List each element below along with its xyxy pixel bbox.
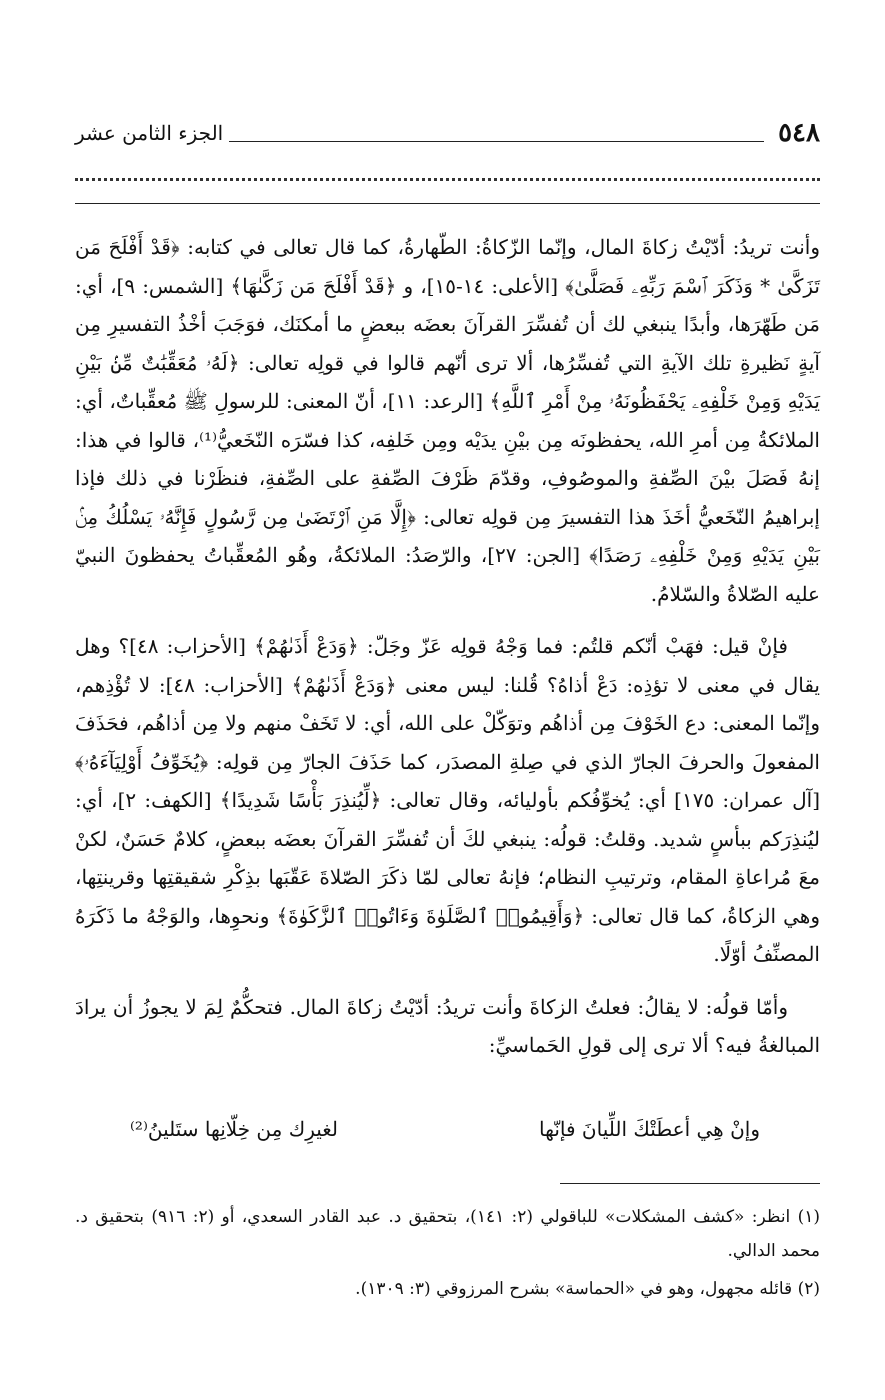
footnote-rule [560, 1183, 820, 1184]
dotted-separator [75, 178, 820, 181]
poem-verse [130, 1110, 760, 1148]
poem-left-hemistich: لغيرِك مِن خِلّانِها ستَلينُ⁽²⁾ [130, 1117, 339, 1141]
main-text [75, 228, 820, 1079]
footnote-2: (٢) قائله مجهول، وهو في «الحماسة» بشرح المرزوقي (٣: ١٣٠٩). [355, 1279, 820, 1299]
page-number: ٥٤٨ [778, 118, 820, 148]
part-title: الجزء الثامن عشر [75, 121, 224, 145]
paragraph-1: وأنت تريدُ: أدّيْتُ زكاةَ المال، وإنّما الزّكاةُ: الطّهارةُ، كما قال تعالى في كتابه: ﴿قَدْ أَفْلَحَ مَن تَزَكَّىٰ * وَذَكَرَ ٱسْمَ رَبِّهِۦ فَصَلَّىٰ﴾ [الأعلى: ١٤-١٥]، و ﴿قَدْ أَفْلَحَ مَن زَكَّىٰهَا﴾ [الشمس: ٩]، أي: مَن طَهّرَها، وأبدًا ينبغي لك أن تُفسِّرَ القرآنَ بعضَه ببعضٍ ما أمكنَك، فوَجَبَ أخْذُ التفسيرِ مِن آيةٍ نَظيرةِ تلك الآيةِ التي تُفسِّرُها، ألا ترى أنّهم قالوا في قولِه تعالى: ﴿لَهُۥ مُعَقِّبَٰتٌ مِّنۢ بَيْنِ يَدَيْهِ وَمِنْ خَلْفِهِۦ يَحْفَظُونَهُۥ مِنْ أَمْرِ ٱللَّهِ﴾ [الرعد: ١١]، أنّ المعنى: للرسولِ ﷺ مُعقِّباتٌ، أي: الملائكةُ مِن أمرِ الله، يحفظونَه مِن بيْنِ يدَيْه ومِن خَلفِه، كذا فسّرَه النّخَعيُّ⁽¹⁾، قالوا في هذا: إنهُ فَصَلَ بيْنَ الصِّفةِ والموصُوفِ، وقدّمَ ظَرْفَ الصِّفةِ على الصِّفةِ، فنظَرْنا في ذلك فإذا إبراهيمُ النّخَعيُّ أخَذَ هذا التفسيرَ مِن قولِه تعالى: ﴿إِلَّا مَنِ ٱرْتَضَىٰ مِن رَّسُولٍ فَإِنَّهُۥ يَسْلُكُ مِنۢ بَيْنِ يَدَيْهِ وَمِنْ خَلْفِهِۦ رَصَدًا﴾ [الجن: ٢٧]، والرّصَدُ: الملائكةُ، وهُو المُعقِّباتُ يحفظونَ النبيّ عليه الصّلاةُ والسّلامُ. [75, 235, 820, 606]
header-rule [229, 141, 764, 142]
footnotes [75, 1200, 820, 1310]
paragraph-3: وأمّا قولُه: لا يقالُ: فعلتُ الزكاةَ وأنت تريدُ: أدّيْتُ زكاةَ المال. فتحكُّمٌ لِمَ لا يجوزُ أن يرادَ المبالغةُ فيه؟ ألا ترى إلى قولِ الحَماسيِّ: [75, 994, 820, 1057]
commentary-separator [75, 203, 820, 204]
page-header [75, 108, 820, 148]
poem-right-hemistich: وإنْ هِي أعطَتْكَ اللِّيانَ فإنّها [539, 1117, 760, 1141]
footnote-1: (١) انظر: «كشف المشكلات» للباقولي (٢: ١٤١)، بتحقيق د. عبد القادر السعدي، أو (٢: ٩١٦) بتحقيق د. محمد الدالي. [75, 1207, 821, 1261]
paragraph-2: فإنْ قيل: فهَبْ أنّكم قلتُم: فما وَجْهُ قولِه عَزّ وجَلّ: ﴿وَدَعْ أَذَىٰهُمْ﴾ [الأحزاب: ٤٨]؟ وهل يقال في معنى لا تؤذِه: دَعْ أذاهُ؟ قُلنا: ليس معنى ﴿وَدَعْ أَذَىٰهُمْ﴾ [الأحزاب: ٤٨]: لا تُؤْذِهم، وإنّما المعنى: دع الخَوْفَ مِن أذاهُم وتوَكّلْ على الله، أي: لا تَخَفْ منهم ولا مِن أذاهُم، فحَذَفَ المفعولَ والحرفَ الجارّ الذي في صِلةِ المصدَر، كما حَذَفَ الجارّ مِن قولِه: ﴿يُخَوِّفُ أَوْلِيَآءَهُۥ﴾ [آل عمران: ١٧٥] أي: يُخوِّفُكم بأوليائه، وقال تعالى: ﴿لِّيُنذِرَ بَأْسًا شَدِيدًا﴾ [الكهف: ٢]، أي: ليُنذِرَكم ببأسٍ شديد. وقلتُ: قولُه: ينبغي لكَ أن تُفسِّرَ القرآنَ بعضَه ببعضٍ، كلامٌ حَسَنٌ، لكنْ معَ مُراعاةِ المقام، وترتيبِ النظام؛ فإنهُ تعالى لمّا ذكَرَ الصّلاةَ عَقّبَها بذِكْرِ شقيقتِها وقرينتِها، وهي الزكاةُ، كما قال تعالى: ﴿وَأَقِيمُوا۟ ٱلصَّلَوٰةَ وَءَاتُوا۟ ٱلزَّكَوٰةَ﴾ ونحوِها، والوَجْهُ ما ذَكَرَهُ المصنِّفُ أوّلًا. [75, 634, 821, 966]
